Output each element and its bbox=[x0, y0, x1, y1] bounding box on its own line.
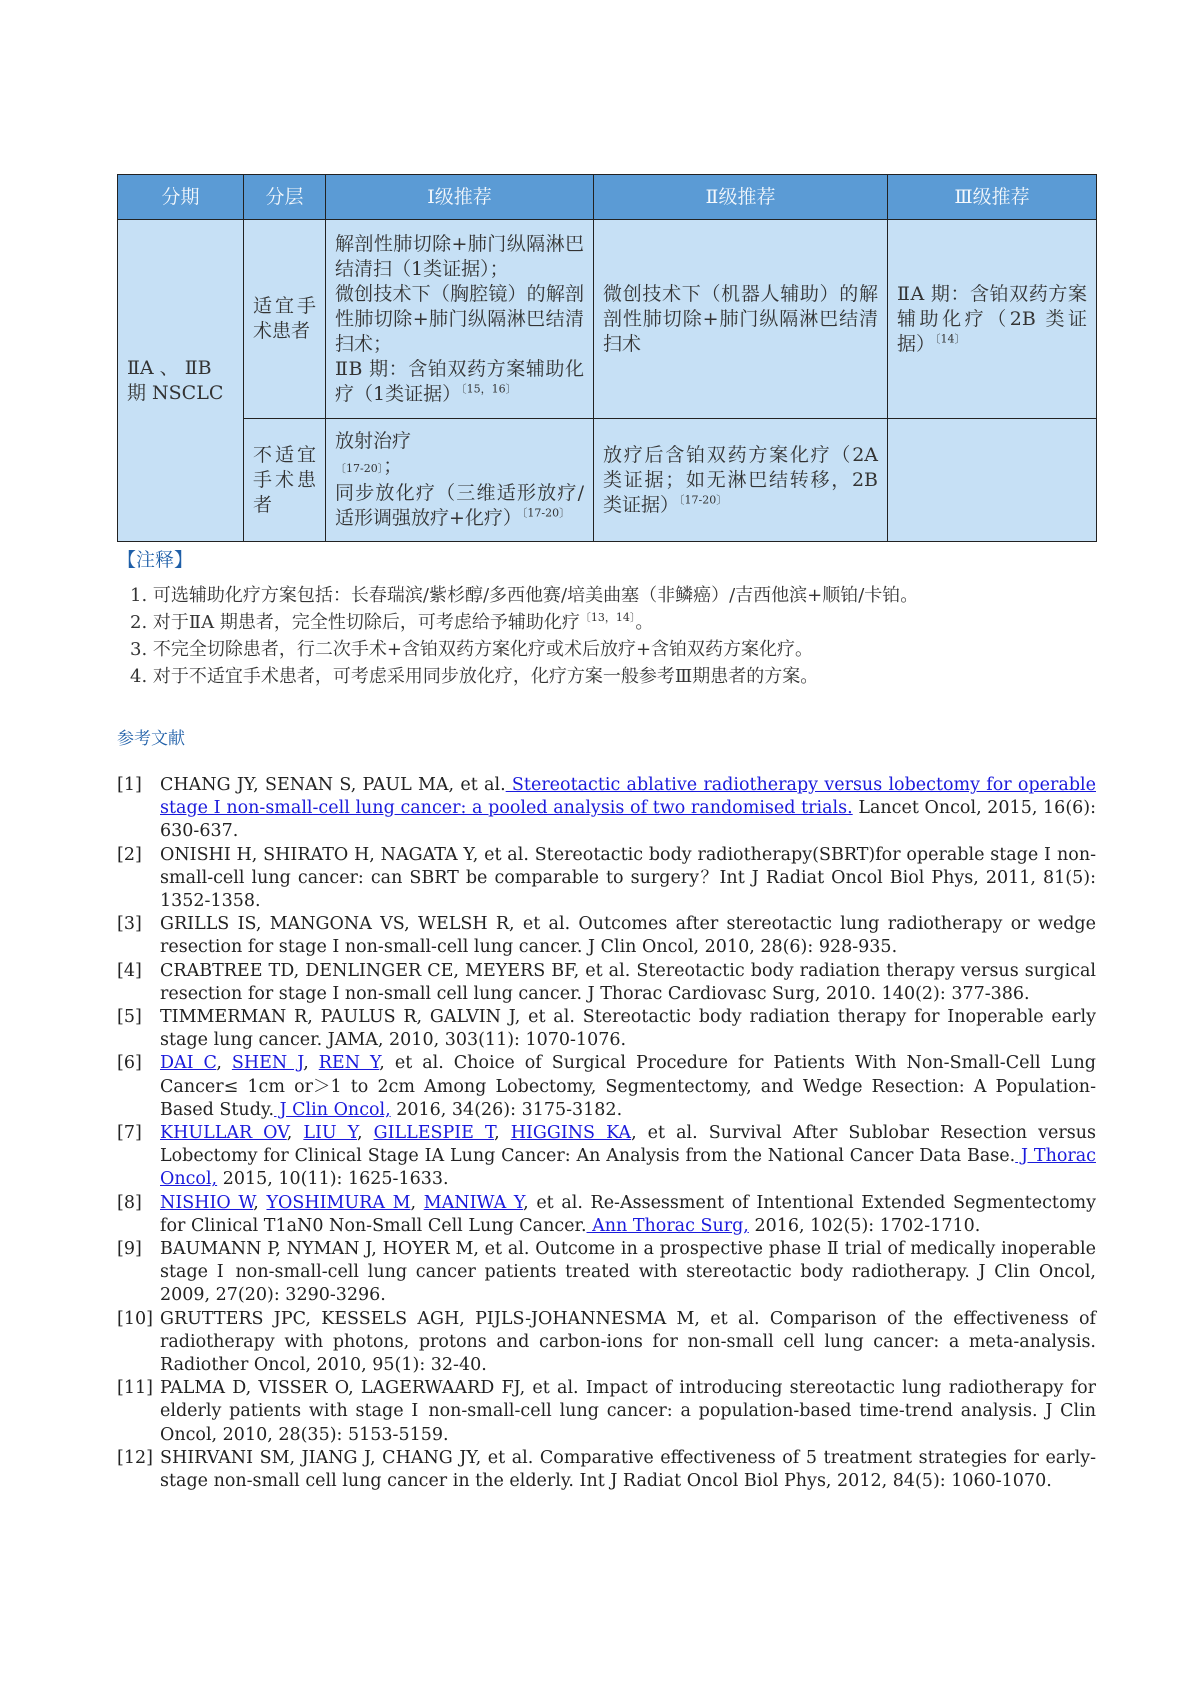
header-layer: 分层 bbox=[244, 175, 326, 220]
level1-cell bbox=[326, 220, 594, 419]
reference-number: [6] bbox=[117, 1053, 142, 1074]
reference-number: [11] bbox=[117, 1378, 153, 1399]
cell-text: ⅡA 期：含铂双药方案辅助化疗（2B 类证据） bbox=[897, 282, 1087, 355]
note-text: 2. 对于ⅡA 期患者，完全性切除后，可考虑给予辅助化疗 bbox=[130, 612, 580, 633]
reference-text: GRUTTERS JPC, KESSELS AGH, PIJLS-JOHANNESMA M, et al. Comparison of the effectiveness of radiotherapy with photons, protons and carbon-ions for non-small cell lung cancer: a meta-analysis. Radiother Oncol, 2010, 95(1): 32-40. bbox=[160, 1308, 1096, 1376]
reference-number: [9] bbox=[117, 1239, 142, 1260]
table-header-row bbox=[118, 175, 1097, 220]
citation-ref: 〔15，16〕 bbox=[461, 382, 517, 396]
reference-item bbox=[117, 1122, 1096, 1192]
reference-text: BAUMANN P, NYMAN J, HOYER M, et al. Outcome in a prospective phase Ⅱ trial of medically inoperable stage Ⅰ non-small-cell lung cancer patients treated with stereotactic body radiotherapy. J Clin Oncol, 2009, 27(20): 3290-3296. bbox=[160, 1239, 1096, 1306]
header-stage: 分期 bbox=[118, 175, 244, 220]
header-level3: Ⅲ级推荐 bbox=[888, 175, 1097, 220]
note-item: 3. 不完全切除患者，行二次手术+含铂双药方案化疗或术后放疗+含铂双药方案化疗。 bbox=[130, 639, 814, 660]
level2-cell bbox=[594, 419, 888, 542]
table-row bbox=[118, 419, 1097, 542]
reference-item bbox=[117, 1447, 1096, 1493]
reference-source: 2016, 34(26): 3175-3182. bbox=[390, 1099, 623, 1120]
reference-item bbox=[117, 913, 1096, 959]
reference-number: [1] bbox=[117, 775, 142, 795]
reference-title: , et al. Survival After Sublobar Resection versus Lobectomy for Clinical Stage IA Lung Cancer: An Analysis from the National Cancer Data Base. bbox=[160, 1123, 1096, 1167]
document-page bbox=[117, 174, 1096, 1493]
cell-text: 解剖性肺切除+肺门纵隔淋巴结清扫（1类证据）； bbox=[335, 232, 584, 280]
header-level2: Ⅱ级推荐 bbox=[594, 175, 888, 220]
cell-text: ； bbox=[383, 455, 403, 477]
layer-cell: 适宜手术患者 bbox=[244, 220, 326, 419]
journal-link[interactable]: J Clin Oncol, bbox=[274, 1099, 391, 1120]
citation-ref: 〔17-20〕 bbox=[679, 493, 728, 507]
reference-text: GRILLS IS, MANGONA VS, WELSH R, et al. Outcomes after stereotactic lung radiotherapy or wedge resection for stage Ⅰ non-small-cell lung cancer. J Clin Oncol, 2010, 28(6): 928-935. bbox=[160, 914, 1096, 958]
reference-item bbox=[117, 1377, 1096, 1447]
note-item bbox=[117, 609, 1096, 636]
table-row bbox=[118, 220, 1097, 419]
author-link[interactable]: REN Y bbox=[318, 1053, 380, 1074]
notes-title: 【注释】 bbox=[117, 549, 194, 571]
level3-cell bbox=[888, 220, 1097, 419]
note-text: 。 bbox=[635, 612, 654, 633]
reference-number: [7] bbox=[117, 1123, 142, 1144]
reference-item bbox=[117, 1238, 1096, 1308]
cell-text: ⅡB 期：含铂双药方案辅助化疗（1类证据） bbox=[335, 357, 584, 405]
author-link[interactable]: LIU Y bbox=[303, 1123, 357, 1144]
level3-cell bbox=[888, 419, 1097, 542]
author-link[interactable]: DAI C bbox=[160, 1053, 217, 1074]
reference-number: [12] bbox=[117, 1447, 153, 1468]
citation-ref: 〔17-20〕 bbox=[521, 506, 571, 520]
note-item: 4. 对于不适宜手术患者，可考虑采用同步放化疗，化疗方案一般参考Ⅲ期患者的方案。 bbox=[130, 666, 819, 687]
stage-cell: ⅡA 、 ⅡB 期 NSCLC bbox=[118, 220, 244, 542]
level1-cell bbox=[326, 419, 594, 542]
reference-item bbox=[117, 1052, 1096, 1122]
reference-text: NISHIO W, YOSHIMURA M, MANIWA Y, et al. Re-Assessment of Intentional Extended Segmentectomy for Clinical T1aN0 Non-Small Cell Lung Cancer. Ann Thorac Surg, 2016, 102(5): 1702-1710. bbox=[160, 1192, 1096, 1236]
reference-source: 2016, 102(5): 1702-1710. bbox=[748, 1215, 981, 1236]
citation-ref: 〔13，14〕 bbox=[579, 611, 636, 624]
reference-item bbox=[117, 960, 1096, 1006]
reference-number: [2] bbox=[117, 844, 142, 865]
reference-text: CRABTREE TD, DENLINGER CE, MEYERS BF, et al. Stereotactic body radiation therapy versus surgical resection for stage Ⅰ non-small cell lung cancer. J Thorac Cardiovasc Surg, 2010. 140(2): 377-386. bbox=[160, 960, 1096, 1004]
reference-item bbox=[117, 1192, 1096, 1238]
reference-item bbox=[117, 774, 1096, 844]
reference-item bbox=[117, 844, 1096, 914]
reference-text: TIMMERMAN R, PAULUS R, GALVIN J, et al. Stereotactic body radiation therapy for Inoperable early stage lung cancer. JAMA, 2010, 303(11): 1070-1076. bbox=[160, 1007, 1096, 1051]
reference-number: [4] bbox=[117, 960, 142, 981]
references-list bbox=[117, 774, 1096, 1493]
reference-number: [8] bbox=[117, 1192, 142, 1213]
author-link[interactable]: KHULLAR OV bbox=[160, 1123, 287, 1144]
cell-text: 放疗后含铂双药方案化疗（2A 类证据；如无淋巴结转移，2B 类证据） bbox=[603, 443, 878, 516]
reference-source: Lancet Oncol, 2015, 16(6): 630-637. bbox=[160, 798, 1096, 842]
reference-title: , et al. Choice of Surgical Procedure for Patients With Non-Small-Cell Lung Cancer≤ 1cm or＞1 to 2cm Among Lobectomy, Segmentectomy, and Wedge Resection: A Population-Based Study. bbox=[160, 1053, 1096, 1120]
author-link[interactable]: SHEN J bbox=[231, 1053, 304, 1074]
author-link[interactable]: NISHIO W bbox=[160, 1192, 254, 1213]
cell-text: 放射治疗 bbox=[335, 430, 412, 452]
reference-text: ONISHI H, SHIRATO H, NAGATA Y, et al. Stereotactic body radiotherapy(SBRT)for operable stage Ⅰ non-small-cell lung cancer: can SBRT be comparable to surgery？Int J Radiat Oncol Biol Phys, 2011, 81(5): 1352-1358. bbox=[160, 844, 1096, 912]
note-item: 1. 可选辅助化疗方案包括：长春瑞滨/紫杉醇/多西他赛/培美曲塞（非鳞癌）/吉西他滨+顺铂/卡铂。 bbox=[130, 585, 919, 606]
author-link[interactable]: HIGGINS KA bbox=[510, 1123, 632, 1144]
journal-link[interactable]: J Thorac Oncol, bbox=[160, 1146, 1096, 1190]
author-link[interactable]: YOSHIMURA M bbox=[266, 1192, 411, 1213]
header-level1: Ⅰ级推荐 bbox=[326, 175, 594, 220]
reference-text: SHIRVANI SM, JIANG J, CHANG JY, et al. Comparative effectiveness of 5 treatment strategies for early-stage non-small cell lung cancer in the elderly. Int J Radiat Oncol Biol Phys, 2012, 84(5): 1060-1070. bbox=[160, 1447, 1096, 1492]
reference-number: [10] bbox=[117, 1308, 153, 1329]
reference-text: DAI C, SHEN J, REN Y, et al. Choice of Surgical Procedure for Patients With Non-Small-Cell Lung Cancer≤ 1cm or＞1 to 2cm Among Lobectomy, Segmentectomy, and Wedge Resection: A Population-Based Study. J Clin Oncol, 2016, 34(26): 3175-3182. bbox=[160, 1053, 1096, 1120]
notes-list bbox=[117, 582, 1096, 690]
reference-text bbox=[160, 774, 1096, 844]
author-link[interactable]: GILLESPIE T bbox=[373, 1123, 495, 1144]
recommendation-table bbox=[117, 174, 1097, 542]
reference-source: 2015, 10(11): 1625-1633. bbox=[217, 1169, 449, 1190]
author-link[interactable]: MANIWA Y bbox=[423, 1192, 524, 1213]
journal-link[interactable]: Ann Thorac Surg, bbox=[586, 1215, 749, 1236]
reference-item bbox=[117, 1006, 1096, 1052]
citation-ref: 〔14〕 bbox=[935, 332, 966, 346]
citation-ref: 〔17-20〕 bbox=[335, 462, 384, 475]
reference-text: PALMA D, VISSER O, LAGERWAARD FJ, et al. Impact of introducing stereotactic lung radiotherapy for elderly patients with stage Ⅰ non-small-cell lung cancer: a population-based time-trend analysis. J Clin Oncol, 2010, 28(35): 5153-5159. bbox=[160, 1378, 1096, 1445]
cell-text: 同步放化疗（三维适形放疗/适形调强放疗+化疗） bbox=[335, 482, 584, 529]
cell-text: 微创技术下（胸腔镜）的解剖性肺切除+肺门纵隔淋巴结清扫术； bbox=[335, 282, 584, 355]
layer-cell: 不适宜手术患者 bbox=[244, 419, 326, 542]
references-title: 参考文献 bbox=[117, 729, 185, 749]
reference-authors: CHANG JY, SENAN S, PAUL MA, et al. bbox=[160, 775, 506, 795]
reference-text: KHULLAR OV, LIU Y, GILLESPIE T, HIGGINS KA, et al. Survival After Sublobar Resection versus Lobectomy for Clinical Stage IA Lung Cancer: An Analysis from the National Cancer Data Base. J Thorac Oncol, 2015, 10(11): 1625-1633. bbox=[160, 1123, 1096, 1190]
reference-title: , et al. Re-Assessment of Intentional Extended Segmentectomy for Clinical T1aN0 Non-Small Cell Lung Cancer. bbox=[160, 1192, 1096, 1236]
level2-cell: 微创技术下（机器人辅助）的解剖性肺切除+肺门纵隔淋巴结清扫术 bbox=[594, 220, 888, 419]
reference-number: [5] bbox=[117, 1007, 142, 1028]
reference-number: [3] bbox=[117, 914, 142, 935]
reference-item bbox=[117, 1308, 1096, 1378]
reference-title-link[interactable]: Stereotactic ablative radiotherapy versus lobectomy for operable stage Ⅰ non-small-cell lung cancer: a pooled analysis of two randomised trials. bbox=[160, 775, 1096, 819]
